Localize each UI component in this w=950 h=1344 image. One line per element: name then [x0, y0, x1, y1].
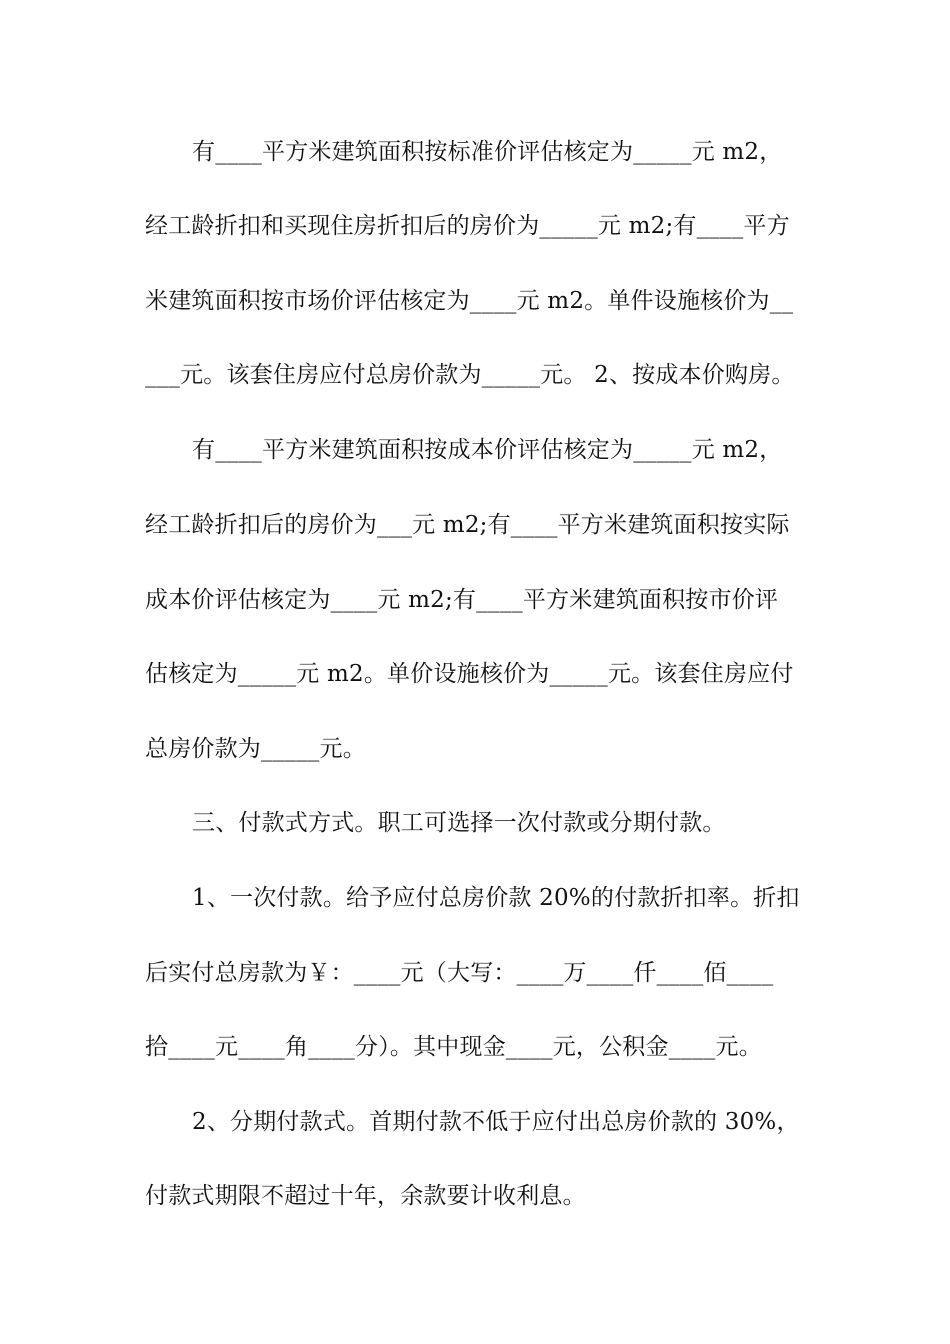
text-line-13: 拾____元____角____分）。其中现金____元，公积金____元。	[145, 1034, 762, 1060]
text-line-4: ___元。该套住房应付总房价款为_____元。 2、按成本价购房。	[145, 362, 795, 388]
text-line-10: 三、付款式方式。职工可选择一次付款或分期付款。	[192, 810, 726, 836]
text-line-8: 估核定为_____元 m2。单价设施核价为_____元。该套住房应付	[145, 661, 794, 687]
text-line-9: 总房价款为_____元。	[145, 736, 366, 762]
text-line-14: 2、分期付款式。首期付款不低于应付出总房价款的 30%，	[192, 1109, 800, 1135]
text-line-11: 1、一次付款。给予应付总房价款 20%的付款折扣率。折扣	[192, 885, 800, 911]
text-line-7: 成本价评估核定为____元 m2;有____平方米建筑面积按市价评	[145, 587, 779, 613]
text-line-15: 付款式期限不超过十年，余款要计收利息。	[145, 1183, 586, 1209]
text-line-12: 后实付总房款为￥：____元（大写：____万____仟____佰____	[145, 960, 774, 986]
text-line-1: 有____平方米建筑面积按标准价评估核定为_____元 m2，	[192, 139, 783, 165]
text-line-5: 有____平方米建筑面积按成本价评估核定为_____元 m2，	[192, 437, 783, 463]
text-line-3: 米建筑面积按市场价评估核定为____元 m2。单件设施核价为__	[145, 288, 794, 314]
text-line-2: 经工龄折扣和买现住房折扣后的房价为_____元 m2;有____平方	[145, 213, 790, 239]
text-line-6: 经工龄折扣后的房价为___元 m2;有____平方米建筑面积按实际	[145, 512, 790, 538]
